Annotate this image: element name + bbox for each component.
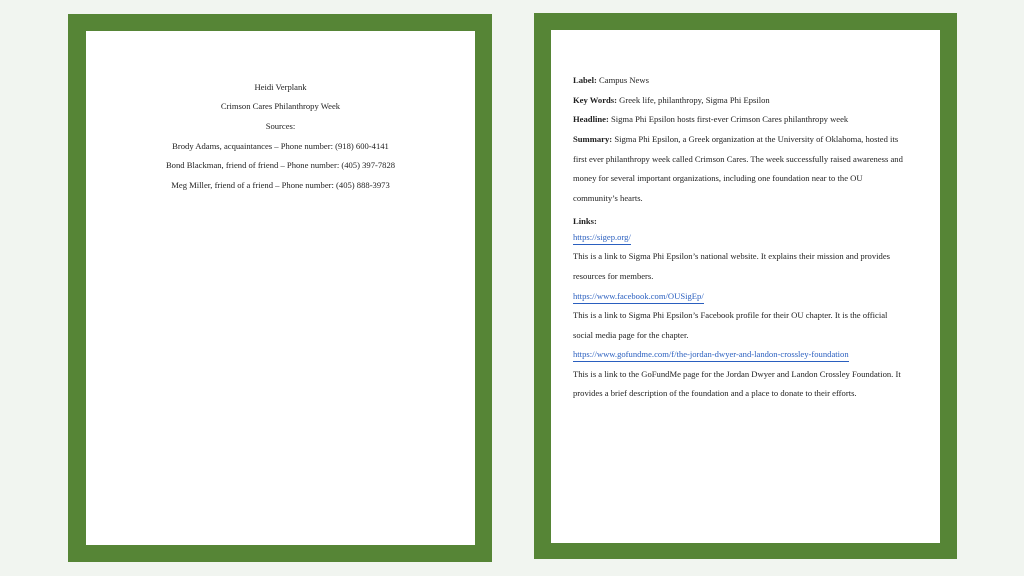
story-title: Crimson Cares Philanthropy Week [220,101,341,111]
link-3-description-2: provides a brief description of the foundation and a place to donate to their efforts. [573,388,857,398]
author-name: Heidi Verplank [254,82,307,92]
summary-text-2: first ever philanthropy week called Crimson Cares. The week successfully raised awareness and [573,154,903,164]
sources-heading: Sources: [265,121,296,131]
summary-text-3: money for several important organizations, including one foundation near to the OU [573,173,863,183]
link-2-line [573,291,923,301]
summary-text-1: Sigma Phi Epsilon, a Greek organization at the University of Oklahoma, hosted its [614,134,899,144]
label-key: Label: [573,75,597,85]
source-entry-3: Meg Miller, friend of a friend – Phone number: (405) 888-3973 [171,180,390,190]
link-sigep[interactable]: https://sigep.org/ [573,232,631,245]
link-1-line [573,232,923,242]
keywords-key: Key Words: [573,95,618,105]
link-facebook[interactable]: https://www.facebook.com/OUSigEp/ [573,291,704,304]
summary-line-1 [573,134,923,144]
story-page [551,30,940,543]
link-2-description-1: This is a link to Sigma Phi Epsilon’s Facebook profile for their OU chapter. It is the official [573,310,888,320]
source-entry-1: Brody Adams, acquaintances – Phone number: (918) 600-4141 [172,141,389,151]
source-entry-2: Bond Blackman, friend of friend – Phone number: (405) 397-7828 [165,160,396,170]
keywords-value: Greek life, philanthropy, Sigma Phi Epsilon [619,95,770,105]
headline-key: Headline: [573,114,609,124]
label-value: Campus News [599,75,649,85]
link-3-description-1: This is a link to the GoFundMe page for the Jordan Dwyer and Landon Crossley Foundation. It [573,369,901,379]
link-1-description-1: This is a link to Sigma Phi Epsilon’s national website. It explains their mission and provides [573,251,890,261]
summary-text-4: community’s hearts. [573,193,643,203]
label-line [573,75,923,85]
summary-key: Summary: [573,134,613,144]
link-2-description-2: social media page for the chapter. [573,330,689,340]
link-1-description-2: resources for members. [573,271,654,281]
link-gofundme[interactable]: https://www.gofundme.com/f/the-jordan-dwyer-and-landon-crossley-foundation [573,349,849,362]
links-heading: Links: [573,216,597,226]
headline-value: Sigma Phi Epsilon hosts first-ever Crimson Cares philanthropy week [610,114,849,124]
source-page [86,31,475,545]
keywords-line [573,95,923,105]
headline-line [573,114,923,124]
link-3-line [573,349,923,359]
